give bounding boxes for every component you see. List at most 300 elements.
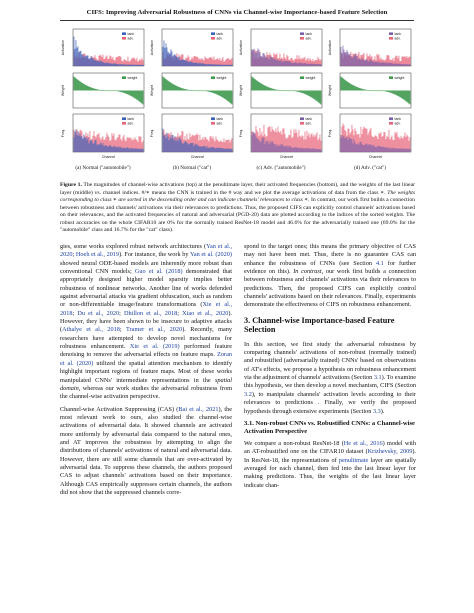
- activation-bar-adv: [223, 57, 224, 66]
- freq-bar-natural: [100, 143, 101, 152]
- activation-bar-adv: [142, 58, 143, 66]
- weight-bar: [129, 91, 130, 95]
- freq-bar-natural: [225, 149, 226, 152]
- panel-plot: [238, 26, 324, 164]
- legend-swatch: [389, 32, 393, 35]
- freq-bar-natural: [166, 138, 167, 152]
- weight-bar: [91, 87, 92, 90]
- activation-bar-natural: [307, 64, 308, 66]
- activation-bar-natural: [187, 61, 188, 66]
- activation-bar-natural: [217, 65, 218, 66]
- activation-bar-natural: [398, 64, 399, 66]
- freq-bar-natural: [381, 147, 382, 152]
- weight-bar: [228, 91, 229, 102]
- weight-bar: [366, 90, 367, 91]
- freq-bar-natural: [275, 144, 276, 152]
- freq-bar-natural: [132, 148, 133, 152]
- activation-bar-natural: [129, 65, 130, 66]
- weight-bar: [136, 91, 137, 100]
- activation-bar-natural: [283, 61, 284, 66]
- weight-bar: [218, 91, 219, 95]
- freq-bar-natural: [221, 148, 222, 152]
- freq-bar-natural: [262, 138, 263, 152]
- activation-bar-natural: [98, 60, 99, 66]
- citation-link[interactable]: Yan et al., 2020: [60, 243, 233, 259]
- freq-bar-natural: [129, 148, 130, 152]
- weight-bar: [378, 91, 379, 92]
- weight-bar: [97, 89, 98, 90]
- activation-bar-natural: [230, 65, 231, 66]
- activation-bar-natural: [168, 51, 169, 66]
- freq-bar-natural: [257, 138, 258, 152]
- freq-bar-natural: [371, 145, 372, 152]
- freq-bar-natural: [283, 145, 284, 152]
- citation-link[interactable]: Xie et al., 2018: [60, 301, 233, 317]
- freq-bar-natural: [218, 148, 219, 152]
- legend-swatch: [211, 76, 215, 79]
- activation-bar-natural: [320, 64, 321, 66]
- activation-bar-natural: [173, 56, 174, 66]
- citation-link[interactable]: Dhillon et al., 2018: [124, 309, 178, 317]
- weight-bar: [345, 80, 346, 91]
- weight-bar: [408, 91, 409, 103]
- weight-bar: [202, 91, 203, 92]
- freq-bar-natural: [298, 148, 299, 152]
- weight-bar: [200, 91, 201, 92]
- weight-bar: [389, 91, 390, 93]
- activation-bar-natural: [281, 60, 282, 66]
- figure-caption: [60, 182, 415, 235]
- freq-bar-natural: [182, 142, 183, 152]
- freq-bar-natural: [106, 145, 107, 152]
- activation-bar-natural: [228, 65, 229, 66]
- weight-bar: [312, 91, 313, 98]
- citation-link[interactable]: Tramer et al., 2020: [126, 326, 183, 334]
- weight-bar: [258, 81, 259, 90]
- legend-label: tank: [394, 117, 401, 121]
- text-run: ). To examine this hypothesis, we then develop a novel mechanism, CIFS (Section: [244, 374, 416, 390]
- freq-bar-natural: [136, 149, 137, 152]
- freq-bar-natural: [75, 131, 76, 152]
- weight-bar: [403, 91, 404, 100]
- activation-bar-natural: [119, 64, 120, 66]
- weight-bar: [262, 84, 263, 91]
- legend-swatch: [211, 32, 215, 35]
- weight-bar: [355, 86, 356, 90]
- legend-label: adv.: [216, 36, 223, 41]
- weight-bar: [257, 81, 258, 91]
- activation-bar-natural: [355, 54, 356, 66]
- axis-label: Activation: [328, 39, 332, 56]
- freq-bar-natural: [197, 145, 198, 152]
- freq-bar-natural: [81, 136, 82, 152]
- legend-label: adv.: [127, 121, 134, 126]
- weight-bar: [163, 77, 164, 91]
- activation-bar-natural: [206, 64, 207, 66]
- weight-bar: [130, 91, 131, 96]
- citation-link[interactable]: Xiao et al., 2020: [182, 309, 229, 317]
- weight-bar: [194, 90, 195, 91]
- activation-bar-natural: [77, 48, 78, 66]
- weight-bar: [205, 91, 206, 92]
- activation-bar-natural: [94, 60, 95, 66]
- weight-bar: [179, 87, 180, 91]
- axis-label: Channel: [279, 155, 294, 159]
- axis-label: Weight: [239, 84, 243, 97]
- freq-bar-natural: [202, 147, 203, 152]
- weight-bar: [308, 91, 309, 96]
- weight-bar: [320, 91, 321, 104]
- freq-bar-natural: [82, 136, 83, 152]
- weight-bar: [219, 91, 220, 96]
- freq-bar-natural: [126, 148, 127, 152]
- freq-bar-natural: [191, 143, 192, 152]
- freq-bar-natural: [199, 146, 200, 152]
- freq-bar-natural: [252, 135, 253, 152]
- activation-bar-natural: [268, 58, 269, 66]
- freq-bar-natural: [139, 149, 140, 152]
- activation-bar-natural: [133, 65, 134, 66]
- weight-bar: [100, 90, 101, 91]
- activation-bar-natural: [169, 53, 170, 66]
- weight-bar: [188, 90, 189, 91]
- activation-bar-natural: [304, 63, 305, 66]
- activation-bar-natural: [122, 64, 123, 66]
- freq-bar-natural: [95, 140, 96, 152]
- activation-bar-natural: [357, 56, 358, 66]
- weight-bar: [393, 91, 394, 94]
- weight-bar: [379, 91, 380, 92]
- freq-bar-natural: [172, 135, 173, 152]
- freq-bar-natural: [79, 136, 80, 152]
- freq-bar-natural: [232, 149, 233, 152]
- citation-link[interactable]: Krizhevsky, 2009: [367, 448, 413, 456]
- weight-bar: [108, 90, 109, 91]
- weight-bar: [272, 88, 273, 90]
- activation-bar-natural: [360, 59, 361, 66]
- weight-bar: [281, 90, 282, 91]
- citation-link[interactable]: Du et al., 2020: [77, 309, 120, 317]
- weight-bar: [377, 91, 378, 92]
- weight-bar: [265, 86, 266, 91]
- citation-link[interactable]: 3.3: [372, 407, 381, 415]
- weight-bar: [226, 91, 227, 100]
- freq-bar-natural: [273, 142, 274, 152]
- activation-bar-natural: [190, 61, 191, 66]
- citation-link[interactable]: Athalye et al., 2018: [62, 326, 120, 334]
- freq-bar-natural: [265, 144, 266, 152]
- weight-bar: [311, 91, 312, 98]
- activation-bar-natural: [257, 53, 258, 66]
- weight-bar: [212, 91, 213, 93]
- weight-bar: [260, 83, 261, 91]
- activation-bar-natural: [167, 47, 168, 66]
- activation-bar-natural: [118, 64, 119, 66]
- axis-label: Channel: [101, 155, 116, 159]
- weight-bar: [346, 81, 347, 91]
- freq-bar-natural: [347, 137, 348, 152]
- freq-bar-natural: [96, 140, 97, 152]
- weight-bar: [220, 91, 221, 96]
- activation-bar-natural: [379, 61, 380, 66]
- text-run: In contrast: [293, 268, 322, 276]
- activation-bar-natural: [85, 56, 86, 66]
- freq-bar-natural: [217, 148, 218, 152]
- freq-bar-natural: [367, 144, 368, 152]
- activation-bar-natural: [370, 59, 371, 66]
- freq-bar-natural: [222, 148, 223, 152]
- activation-bar-natural: [396, 64, 397, 66]
- legend-swatch: [300, 37, 304, 40]
- freq-bar-natural: [356, 144, 357, 152]
- freq-bar-natural: [258, 139, 259, 152]
- activation-bar-natural: [278, 60, 279, 66]
- freq-bar-natural: [93, 144, 94, 152]
- weight-bar: [297, 91, 298, 92]
- freq-bar-natural: [344, 136, 345, 152]
- left-paragraph-2: [60, 406, 232, 498]
- legend-swatch: [122, 32, 126, 35]
- weight-bar: [174, 84, 175, 90]
- activation-bar-natural: [117, 64, 118, 66]
- weight-bar: [94, 88, 95, 90]
- weight-bar: [143, 91, 144, 105]
- freq-bar-natural: [392, 148, 393, 152]
- activation-bar-natural: [164, 40, 165, 66]
- figure-panel: [238, 26, 324, 172]
- activation-bar-natural: [286, 61, 287, 66]
- activation-bar-natural: [255, 53, 256, 66]
- citation-link[interactable]: 3.2: [244, 390, 252, 398]
- activation-bar-natural: [143, 65, 144, 66]
- freq-bar-natural: [165, 135, 166, 152]
- citation-link[interactable]: 4.1: [375, 259, 384, 267]
- activation-bar-natural: [263, 53, 264, 66]
- legend-label: adv.: [305, 121, 312, 126]
- freq-bar-natural: [231, 149, 232, 152]
- legend-swatch: [122, 122, 126, 125]
- freq-bar-natural: [103, 143, 104, 152]
- weight-bar: [138, 91, 139, 101]
- activation-bar-natural: [399, 64, 400, 66]
- weight-bar: [132, 91, 133, 97]
- citation-link[interactable]: Guo et al. (2018): [134, 268, 183, 276]
- weight-bar: [252, 77, 253, 91]
- freq-bar-natural: [168, 135, 169, 152]
- weight-bar: [268, 87, 269, 91]
- weight-bar: [217, 91, 218, 95]
- freq-bar-natural: [365, 145, 366, 152]
- activation-bar-natural: [394, 64, 395, 66]
- freq-bar-natural: [350, 138, 351, 152]
- activation-bar-natural: [292, 63, 293, 66]
- activation-bar-natural: [361, 60, 362, 66]
- weight-bar: [118, 91, 119, 92]
- weight-bar: [224, 91, 225, 99]
- activation-bar-natural: [76, 40, 77, 66]
- weight-bar: [169, 81, 170, 90]
- freq-bar-natural: [101, 143, 102, 152]
- activation-bar-natural: [382, 62, 383, 66]
- activation-bar-natural: [262, 57, 263, 66]
- activation-bar-natural: [383, 62, 384, 66]
- weight-bar: [318, 91, 319, 102]
- weight-bar: [191, 90, 192, 91]
- weight-bar: [124, 91, 125, 93]
- activation-bar-natural: [386, 63, 387, 66]
- freq-bar-natural: [185, 141, 186, 152]
- freq-bar-natural: [290, 146, 291, 152]
- freq-bar-natural: [170, 137, 171, 152]
- freq-bar-natural: [201, 146, 202, 152]
- weight-bar: [183, 88, 184, 90]
- freq-bar-natural: [94, 143, 95, 152]
- citation-link[interactable]: Xie et al. (2019): [129, 343, 180, 351]
- weight-bar: [193, 90, 194, 91]
- freq-bar-natural: [315, 149, 316, 152]
- activation-bar-natural: [406, 64, 407, 66]
- weight-bar: [304, 91, 305, 94]
- activation-bar-natural: [375, 61, 376, 66]
- freq-bar-natural: [259, 140, 260, 152]
- freq-bar-natural: [86, 137, 87, 152]
- weight-bar: [282, 90, 283, 91]
- activation-bar-natural: [388, 63, 389, 66]
- freq-bar-natural: [118, 148, 119, 152]
- citation-link[interactable]: penultimate: [338, 456, 369, 464]
- weight-bar: [106, 90, 107, 91]
- activation-bar-natural: [225, 65, 226, 66]
- freq-bar-natural: [369, 144, 370, 152]
- legend-swatch: [389, 76, 393, 79]
- activation-bar-natural: [313, 64, 314, 66]
- freq-bar-natural: [375, 147, 376, 152]
- activation-bar-natural: [285, 61, 286, 66]
- activation-bar-natural: [373, 61, 374, 66]
- weight-bar: [210, 91, 211, 93]
- weight-bar: [404, 91, 405, 100]
- activation-bar-natural: [201, 63, 202, 66]
- weight-bar: [215, 91, 216, 94]
- weight-bar: [410, 91, 411, 105]
- weight-bar: [79, 81, 80, 91]
- activation-bar-natural: [299, 63, 300, 66]
- activation-bar-natural: [359, 58, 360, 66]
- weight-bar: [388, 91, 389, 93]
- text-run: ;: [72, 309, 78, 317]
- freq-bar-natural: [264, 138, 265, 152]
- freq-bar-natural: [398, 149, 399, 152]
- activation-bar-adv: [137, 58, 138, 66]
- freq-bar-natural: [269, 144, 270, 152]
- activation-bar-natural: [110, 64, 111, 66]
- activation-bar-natural: [204, 64, 205, 66]
- axis-label: Channel: [368, 155, 383, 159]
- activation-bar-natural: [384, 63, 385, 66]
- citation-link[interactable]: 3.1: [373, 374, 382, 382]
- activation-bar-natural: [139, 65, 140, 66]
- citation-link[interactable]: Yan et al. (2020): [189, 251, 232, 259]
- weight-bar: [376, 91, 377, 92]
- weight-bar: [344, 79, 345, 90]
- activation-bar-natural: [395, 63, 396, 66]
- weight-bar: [76, 78, 77, 90]
- text-run: In this section, we first study the adversarial robustness by comparing channels' activations of non-robust (normally trained) and robustified (adversarially trained) CNNs' based on observations of AT's effects, we propose a hypothesis on robustness enhancement via the adjustment of channels' activations (Section: [244, 340, 416, 382]
- weight-bar: [211, 91, 212, 93]
- activation-bar-natural: [407, 64, 408, 66]
- freq-bar-natural: [319, 149, 320, 152]
- weight-bar: [280, 90, 281, 91]
- freq-bar-natural: [99, 144, 100, 152]
- activation-bar-natural: [87, 56, 88, 66]
- freq-bar-natural: [276, 146, 277, 152]
- weight-bar: [74, 77, 75, 91]
- freq-bar-natural: [303, 148, 304, 152]
- legend-swatch: [122, 117, 126, 120]
- weight-bar: [164, 77, 165, 90]
- activation-bar-natural: [378, 63, 379, 66]
- weight-bar: [278, 90, 279, 91]
- citation-link[interactable]: Hoeh et al., 2019: [75, 251, 120, 259]
- citation-link[interactable]: He et al., 2016: [343, 439, 383, 447]
- text-run: ) model with an AT-robustified one on the CIFAR10 dataset (: [244, 439, 416, 456]
- freq-bar-natural: [193, 143, 194, 152]
- weight-bar: [399, 91, 400, 97]
- activation-bar-natural: [410, 64, 411, 66]
- weight-bar: [88, 86, 89, 90]
- activation-bar-natural: [182, 60, 183, 66]
- freq-bar-natural: [292, 148, 293, 152]
- freq-bar-natural: [107, 146, 108, 152]
- figure-1: [60, 26, 414, 172]
- activation-bar-natural: [192, 62, 193, 66]
- activation-bar-natural: [390, 63, 391, 66]
- weight-bar: [139, 91, 140, 102]
- freq-bar-natural: [184, 143, 185, 152]
- weight-bar: [397, 91, 398, 96]
- freq-bar-natural: [288, 148, 289, 152]
- freq-bar-natural: [357, 144, 358, 152]
- weight-bar: [392, 91, 393, 94]
- weight-bar: [350, 83, 351, 90]
- weight-bar: [307, 91, 308, 95]
- freq-bar-natural: [389, 149, 390, 152]
- legend-swatch: [211, 37, 215, 40]
- activation-bar-natural: [111, 63, 112, 66]
- activation-bar-natural: [75, 49, 76, 66]
- activation-bar-natural: [282, 62, 283, 66]
- weight-bar: [371, 90, 372, 91]
- freq-bar-natural: [177, 138, 178, 152]
- weight-bar: [382, 91, 383, 92]
- weight-bar: [186, 89, 187, 90]
- freq-bar-natural: [368, 145, 369, 152]
- weight-bar: [313, 91, 314, 99]
- weight-bar: [181, 88, 182, 91]
- activation-bar-natural: [136, 65, 137, 66]
- weight-bar: [182, 88, 183, 90]
- weight-bar: [301, 91, 302, 93]
- citation-link[interactable]: Bai et al., 2021: [178, 405, 219, 413]
- weight-bar: [180, 87, 181, 90]
- activation-bar-natural: [288, 61, 289, 66]
- activation-bar-natural: [93, 58, 94, 66]
- activation-bar-natural: [385, 62, 386, 66]
- citation-link[interactable]: Zoran et al. (2020): [60, 351, 232, 367]
- figure-panel: [60, 26, 146, 172]
- legend-label: adv.: [394, 36, 401, 41]
- freq-bar-natural: [89, 143, 90, 152]
